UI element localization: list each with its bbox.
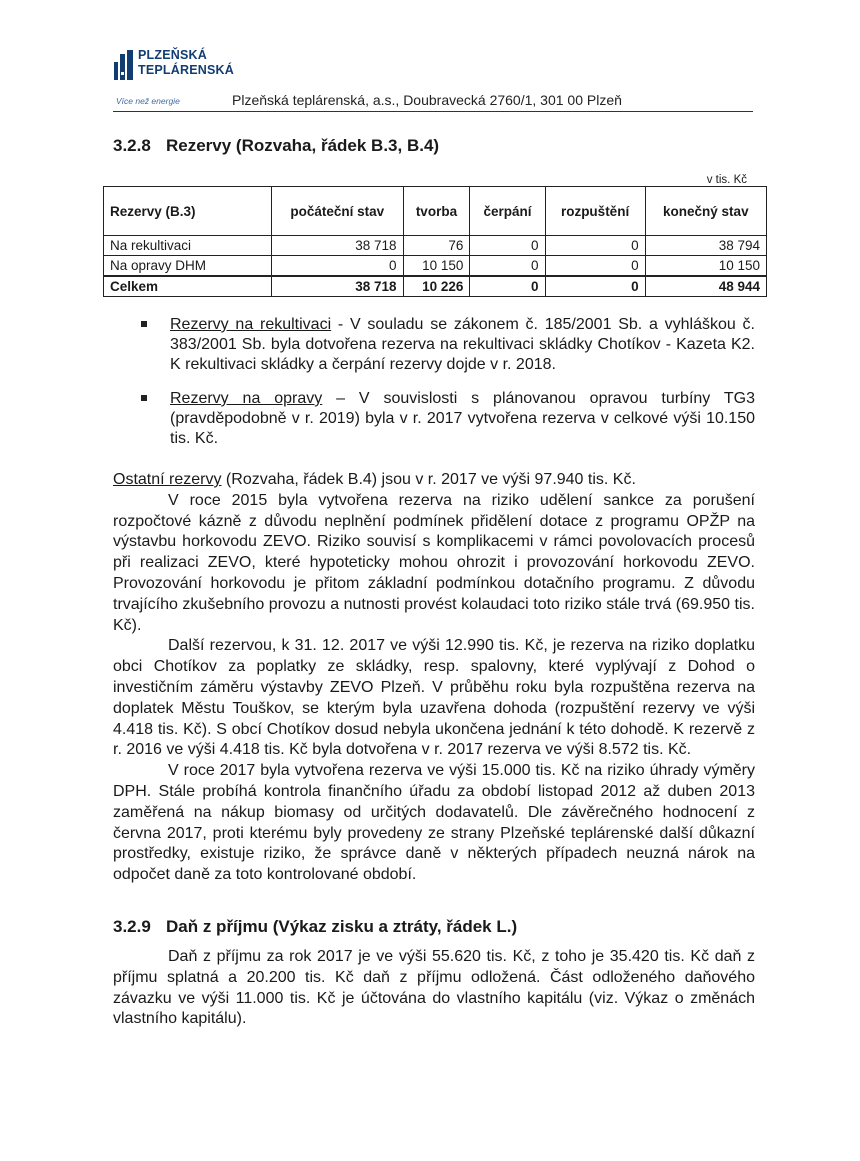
header-divider [113,111,753,112]
column-header: počáteční stav [272,187,404,236]
table-cell: 38 718 [272,236,404,256]
paragraph: Ostatní rezervy (Rozvaha, řádek B.4) jsou v r. 2017 ve výši 97.940 tis. Kč. [113,471,636,488]
table-cell: 0 [545,256,645,277]
underlined-term: Rezervy na opravy [170,390,323,407]
table-cell: 38 794 [645,236,766,256]
section-heading-income-tax: 3.2.9 Daň z příjmu (Výkaz zisku a ztráty, řádek L.) [113,917,518,936]
table-cell: 0 [545,236,645,256]
underlined-term: Ostatní rezervy [113,471,222,488]
column-header: konečný stav [645,187,766,236]
column-header: rozpuštění [545,187,645,236]
table-cell: Na rekultivaci [104,236,272,256]
column-header: čerpání [470,187,545,236]
company-address: Plzeňská teplárenská, a.s., Doubravecká 2760/1, 301 00 Plzeň [232,92,622,108]
logo-mark-icon [114,50,134,80]
table-unit: v tis. Kč [706,174,747,186]
table-header-row [104,187,767,236]
company-logo [114,44,234,114]
table-cell: Celkem [104,276,272,297]
reserves-table [103,186,767,297]
table-cell: 38 718 [272,276,404,297]
table-row [104,236,767,256]
column-header: Rezervy (B.3) [104,187,272,236]
list-item [135,315,755,375]
table-cell: 0 [470,256,545,277]
table-total-row [104,276,767,297]
table-cell: 0 [272,256,404,277]
table-cell: 10 150 [645,256,766,277]
list-item-text: – V souvislosti s plánovanou opravou turbíny TG3 (pravděpodobně v r. 2019) byla v r. 2017 vytvořena rezerva v celkové výši 10.150 tis. Kč. [170,390,755,447]
underlined-term: Rezervy na rekultivaci [170,316,332,333]
list-item-text: - V souladu se zákonem č. 185/2001 Sb. a vyhláškou č. 383/2001 Sb. byla dotvořena rezerva na rekultivaci skládky Chotíkov - Kazeta K2. K rekultivaci skládky a čerpání rezervy dojde v r. 2018. [170,316,756,373]
table-cell: Na opravy DHM [104,256,272,277]
table-cell: 0 [470,276,545,297]
logo-slogan: Více než energie [116,96,180,106]
list-item [135,389,755,449]
bullet-square-icon [141,321,147,327]
table-cell: 76 [403,236,470,256]
table-cell: 10 226 [403,276,470,297]
paragraph: V roce 2015 byla vytvořena rezerva na riziko udělení sankce za porušení rozpočtové kázně z důvodu neplnění podmínek přidělení dotace z programu OPŽP na výstavbu horkovodu ZEVO. Riziko souvisí s komplikacemi v rámci povolovacích procesů při realizaci ZEVO, které hypoteticky mohou ohrozit i provozování horkovodu ZEVO. Provozování horkovodu je přitom základní podmínkou dotačního programu. Z důvodu trvajícího zkušebního provozu a nutnosti provést kolaudaci toto riziko stále trvá (69.950 tis. Kč). [113,491,755,634]
paragraph: Daň z příjmu za rok 2017 je ve výši 55.620 tis. Kč, z toho je 35.420 tis. Kč daň z příjmu splatná a 20.200 tis. Kč daň z příjmu odložená. Část odloženého daňového závazku ve výši 11.000 tis. Kč je účtována do vlastního kapitálu (viz. Výkaz o změnách vlastního kapitálu). [113,948,755,1028]
column-header: tvorba [403,187,470,236]
logo-text: PLZEŇSKÁ TEPLÁRENSKÁ [138,48,234,77]
section-heading-rezervy: 3.2.8 Rezervy (Rozvaha, řádek B.3, B.4) [113,136,440,155]
table-cell: 0 [470,236,545,256]
other-reserves-text [113,470,755,886]
table-cell: 10 150 [403,256,470,277]
reserves-bullet-list [135,315,755,463]
paragraph: V roce 2017 byla vytvořena rezerva ve výši 15.000 tis. Kč na riziko úhrady výměry DPH. Stále probíhá kontrola finančního úřadu za období listopad 2012 až duben 2013 zaměřená na nákup biomasy od určitých dodavatelů. Dle závěrečného hodnocení z června 2017, proti kterému byly provedeny ze strany Plzeňské teplárenské další důkazní prostředky, existuje riziko, že správce daně v některých případech neuzná nárok na odpočet daně za toto kontrolované období. [113,762,755,884]
income-tax-text [113,947,755,1030]
table-cell: 0 [545,276,645,297]
table-cell: 48 944 [645,276,766,297]
paragraph: Další rezervou, k 31. 12. 2017 ve výši 12.990 tis. Kč, je rezerva na riziko doplatku obci Chotíkov za poplatky ze skládky, resp. spalovny, které vyplývají z Dohod o investičním záměru výstavby ZEVO Plzeň. V průběhu roku byla rozpuštěna rezerva na doplatek Městu Touškov, se kterým byla uzavřena dohoda (rozpuštění rezervy ve výši 4.418 tis. Kč). S obcí Chotíkov dosud nebyla ukončena jednání k této dohodě. K rezervě z r. 2016 ve výši 4.418 tis. Kč byla dotvořena v r. 2017 rezerva ve výši 8.572 tis. Kč. [113,637,755,759]
table-row [104,256,767,277]
bullet-square-icon [141,395,147,401]
